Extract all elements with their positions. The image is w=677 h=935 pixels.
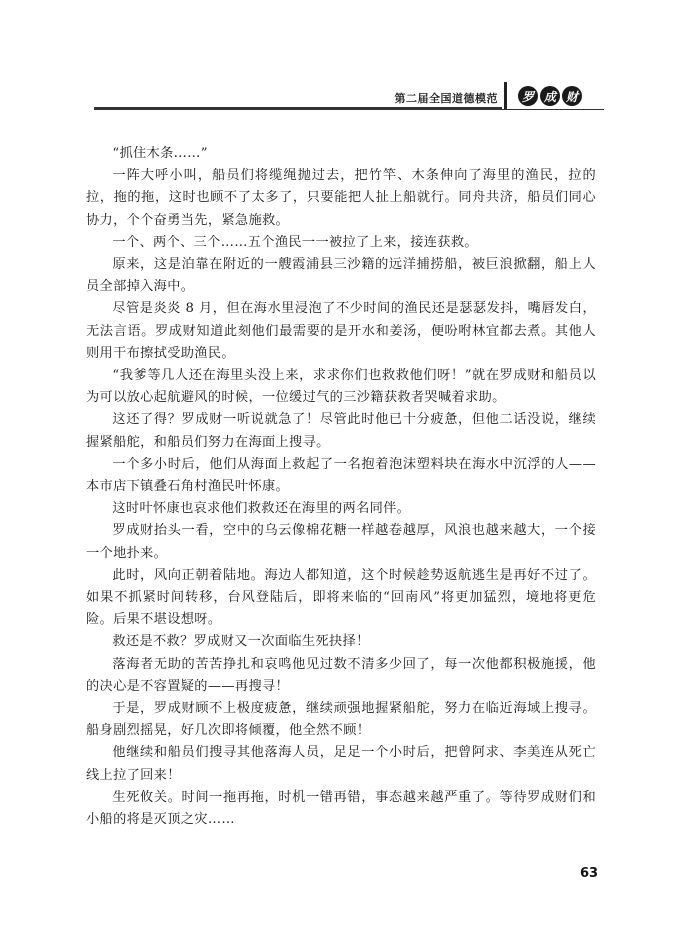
paragraph: 尽管是炎炎 8 月，但在海水里浸泡了不少时间的渔民还是瑟瑟发抖，嘴唇发白，无法言语。罗成财知道此刻他们最需要的是开水和姜汤，便吩咐林宜都去煮。其他人则用干布擦拭受助渔民。 — [86, 301, 596, 361]
paragraph: 救还是不救？罗成财又一次面临生死抉择！ — [112, 634, 370, 650]
name-badge — [518, 86, 582, 106]
header-rule — [94, 109, 604, 110]
paragraph: 一个、两个、三个……五个渔民一一被拉了上来，接连获救。 — [112, 234, 478, 250]
paragraph: 于是，罗成财顾不上极度疲惫，继续顽强地握紧船舵，努力在临近海域上搜寻。船身剧烈摇晃，好几次即将倾覆，他全然不顾！ — [86, 701, 596, 739]
header-title: 第二届全国道德模范 — [394, 92, 498, 105]
paragraph: 一个多小时后，他们从海面上救起了一名抱着泡沫塑料块在海水中沉浮的人——本市店下镇叠石角村渔民叶怀康。 — [86, 456, 596, 495]
name-char-1: 罗 — [518, 86, 538, 106]
paragraph: 生死攸关。时间一拖再拖，时机一错再错，事态越来越严重了。等待罗成财们和小船的将是灭顶之灾…… — [86, 789, 596, 828]
body-text — [86, 143, 596, 831]
paragraph: 这还了得？罗成财一听说就急了！尽管此时他已十分疲惫，但他二话没说，继续握紧船舵，和船员们努力在海面上搜寻。 — [86, 412, 596, 450]
name-char-2: 成 — [540, 86, 560, 106]
name-char-3: 财 — [562, 86, 582, 106]
paragraph: 他继续和船员们搜寻其他落海人员，足足一个小时后，把曾阿求、李美连从死亡线上拉了回来！ — [86, 745, 596, 783]
header-divider-bar — [504, 82, 507, 109]
paragraph: 罗成财抬头一看，空中的乌云像棉花糖一样越卷越厚，风浪也越来越大，一个接一个地扑来。 — [86, 523, 596, 561]
header-rule-thick — [94, 107, 502, 109]
paragraph: 落海者无助的苦苦挣扎和哀鸣他见过数不清多少回了，每一次他都积极施援，他的决心是不容置疑的——再搜寻！ — [86, 656, 596, 694]
paragraph: 一阵大呼小叫，船员们将缆绳抛过去，把竹竿、木条伸向了海里的渔民，拉的拉，拖的拖，这时也顾不了太多了，只要能把人扯上船就行。同舟共济，船员们同心协力，个个奋勇当先，紧急施救。 — [86, 168, 596, 228]
paragraph: 原来，这是泊靠在附近的一艘霞浦县三沙籍的远洋捕捞船，被巨浪掀翻，船上人员全部掉入海中。 — [86, 257, 596, 295]
running-header — [94, 82, 604, 112]
paragraph: “我爹等几人还在海里头没上来，求求你们也救救他们呀！”就在罗成财和船员以为可以放心起航避风的时候，一位缓过气的三沙籍获救者哭喊着求助。 — [86, 368, 596, 406]
paragraph: 此时，风向正朝着陆地。海边人都知道，这个时候趁势返航逃生是再好不过了。如果不抓紧时间转移，台风登陆后，即将来临的“回南风”将更加猛烈，境地将更危险。后果不堪设想呀。 — [86, 567, 596, 628]
page-number: 63 — [580, 866, 599, 881]
paragraph: 这时叶怀康也哀求他们救救还在海里的两名同伴。 — [112, 501, 411, 517]
paragraph: “抓住木条……” — [112, 146, 208, 161]
